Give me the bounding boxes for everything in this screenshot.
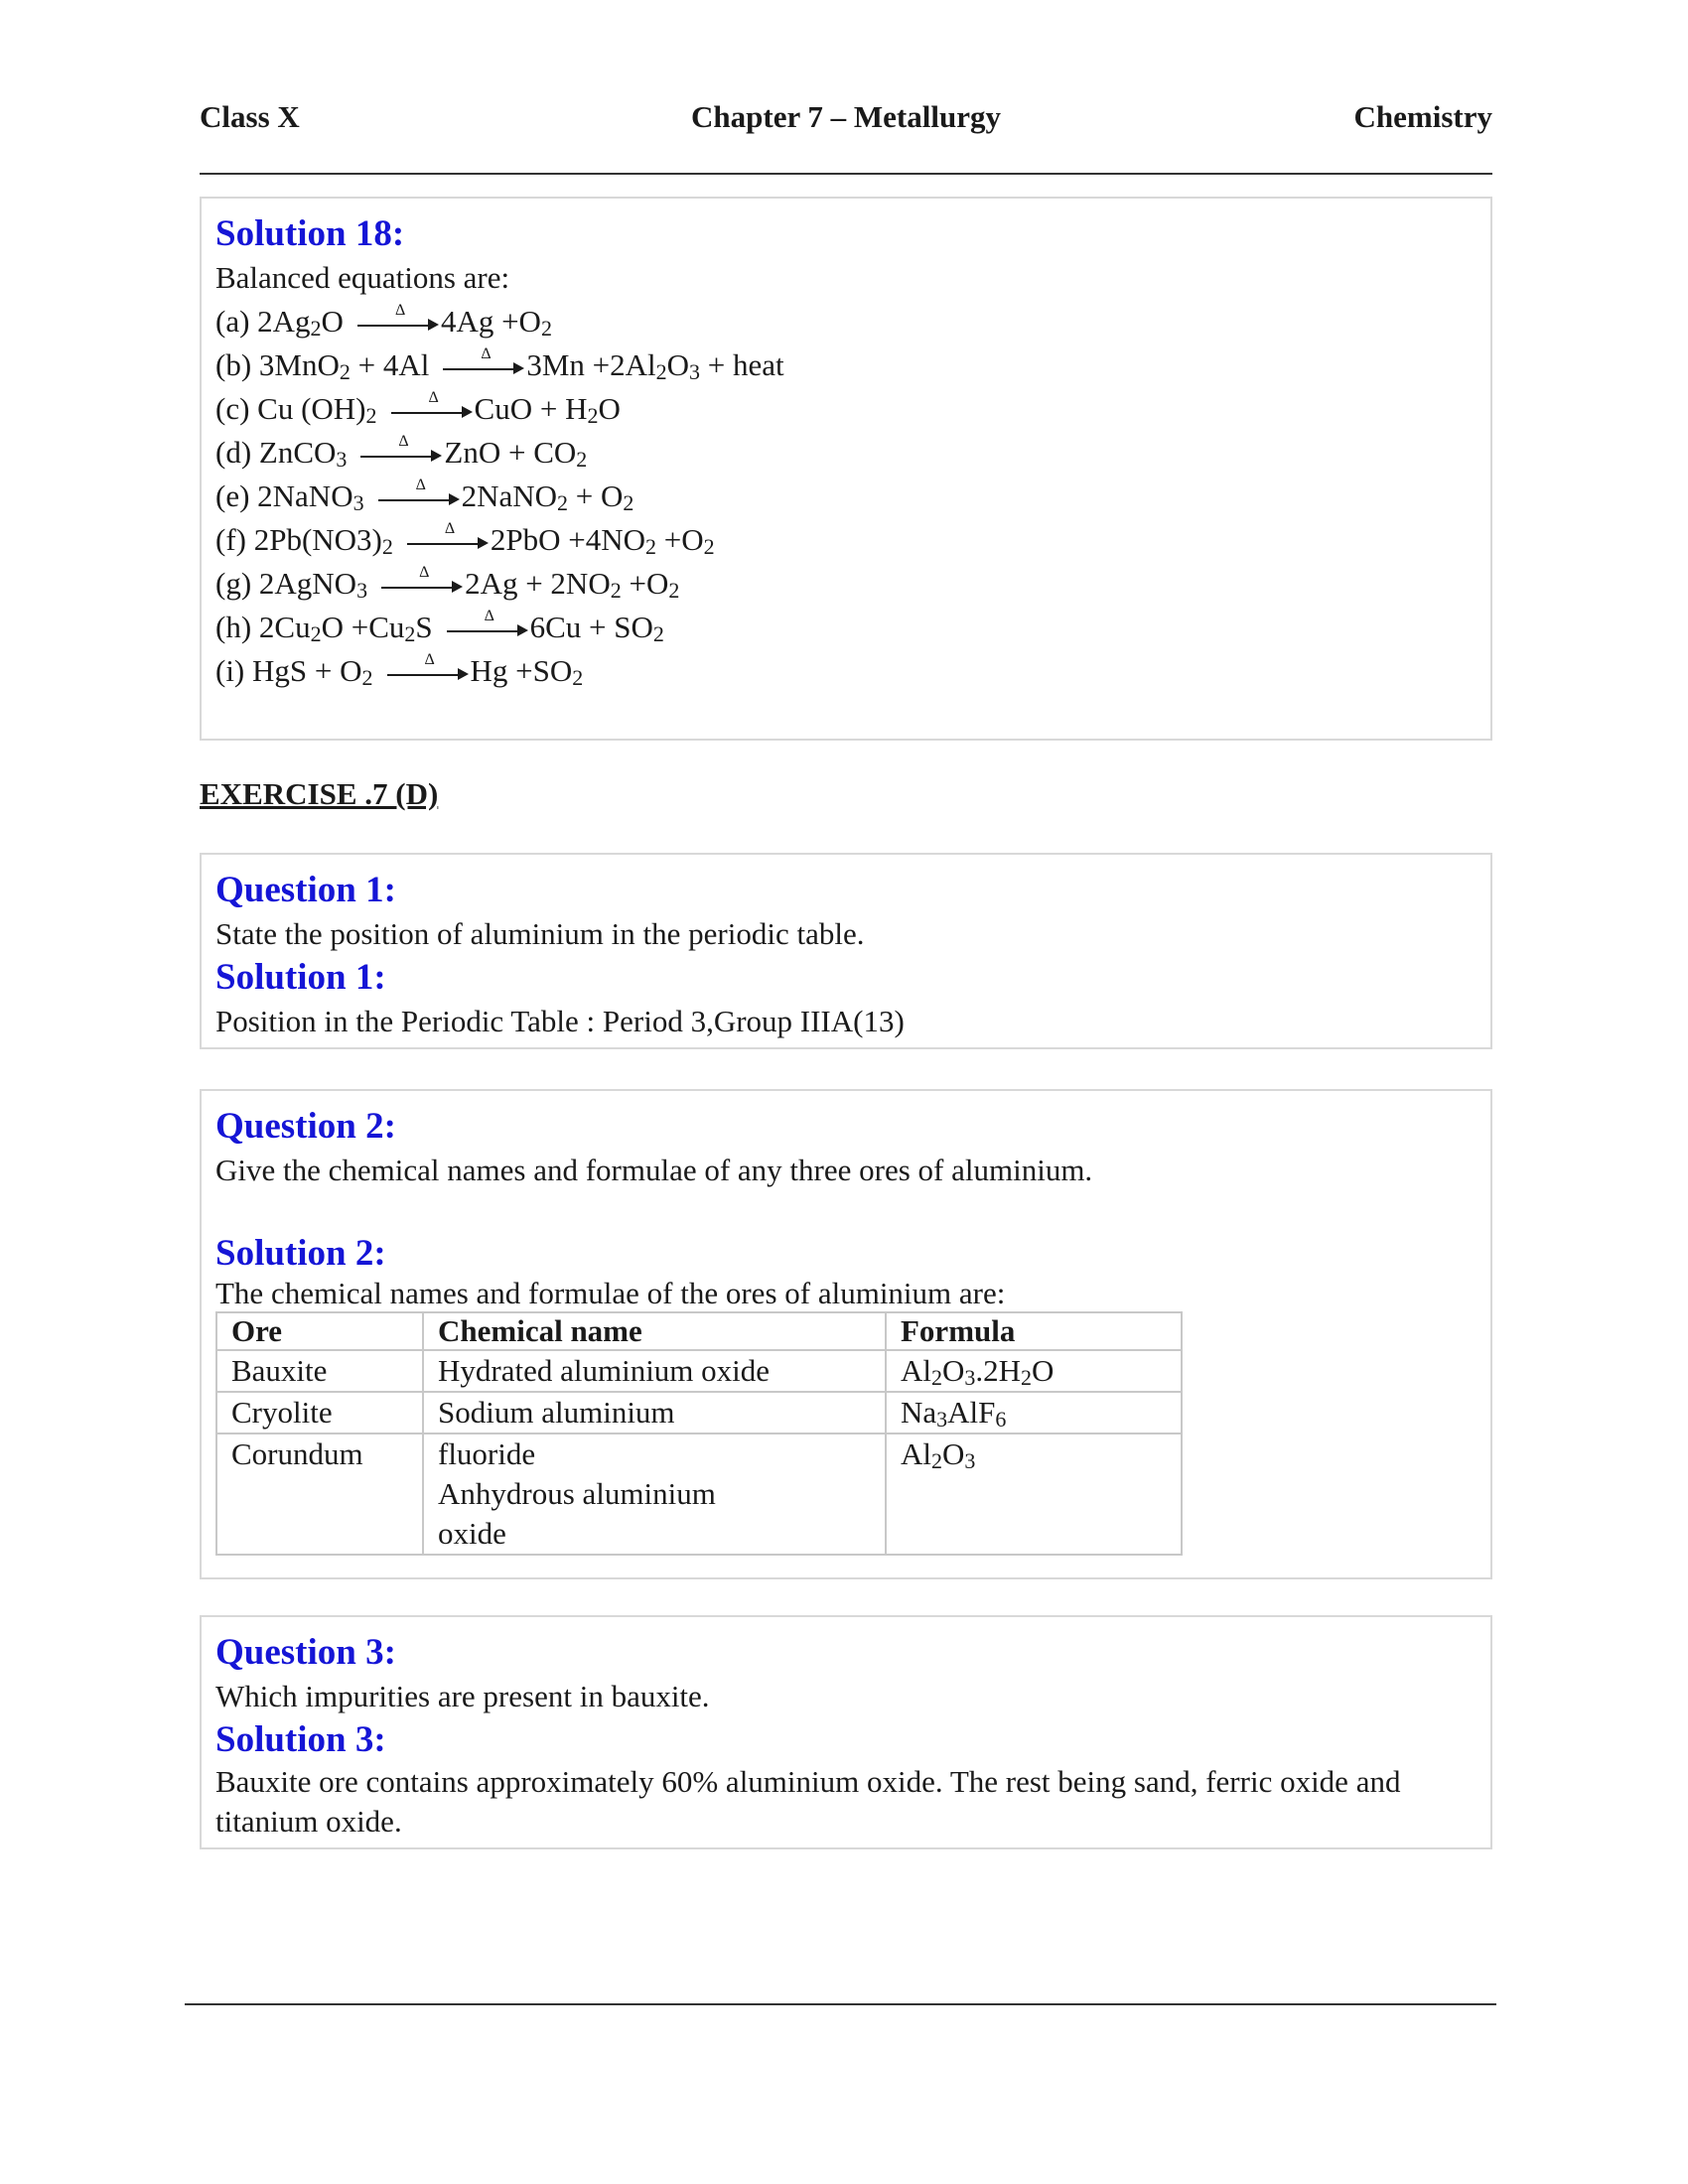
cell-line: Hydrated aluminium oxide [438, 1353, 771, 1388]
equation-reactants: (f) $2Pb(NO3)_2$ [215, 522, 393, 559]
table-row [216, 1433, 1182, 1555]
heat-arrow-icon [407, 519, 489, 553]
subscript: 2 [572, 665, 584, 690]
heat-arrow-icon [381, 563, 463, 597]
subscript: 2 [668, 578, 680, 603]
subscript: 2 [404, 621, 416, 646]
solution-18-title: Solution 18: [215, 213, 405, 254]
equation-products: ZnO + $CO_2$ [444, 435, 588, 472]
question-1-text: State the position of aluminium in the periodic table. [215, 916, 865, 951]
equation-products: 2NaNO$_2$ + $O_2$ [461, 478, 634, 515]
heat-arrow-icon [378, 476, 460, 509]
equation-reactants: (h) $2Cu_2O +Cu_2S$ [215, 610, 433, 646]
heat-arrow-icon [357, 301, 439, 335]
subscript: 3 [352, 490, 364, 515]
solution-2-title: Solution 2: [215, 1233, 386, 1274]
subscript: 2 [1021, 1365, 1033, 1390]
equation-reactants: (b) 3MnO$_2$ + 4Al [215, 347, 430, 384]
subscript: 3 [356, 578, 368, 603]
subscript: 2 [623, 490, 634, 515]
delta-symbol: Δ [394, 301, 406, 319]
subscript: 2 [587, 403, 599, 428]
solution-1-title: Solution 1: [215, 957, 386, 998]
subscript: 2 [931, 1448, 942, 1473]
solution-3-text: Bauxite ore contains approximately 60% aluminium oxide. The rest being sand, ferric oxide and titanium oxide. [215, 1764, 1401, 1839]
subscript: 3 [936, 1407, 948, 1432]
heat-arrow-icon [447, 607, 528, 640]
solution-2-text: The chemical names and formulae of the ores of aluminium are: [215, 1276, 1006, 1310]
delta-symbol: Δ [484, 607, 494, 624]
header-class: Class X [200, 99, 300, 134]
question-2-box [200, 1089, 1492, 1579]
solution-3-title: Solution 3: [215, 1719, 386, 1760]
solution-18-intro: Balanced equations are: [215, 260, 510, 295]
equation-products: CuO + $H_2O$ [474, 391, 621, 428]
heat-arrow-icon [360, 432, 442, 466]
question-2-text: Give the chemical names and formulae of any three ores of aluminium. [215, 1153, 1093, 1187]
chemical-name-cell [423, 1433, 886, 1555]
solution-1-text: Position in the Periodic Table : Period 3,Group IIIA(13) [215, 1004, 905, 1038]
question-3-box [200, 1615, 1492, 1849]
exercise-title: EXERCISE .7 (D) [200, 776, 439, 811]
question-1-box [200, 853, 1492, 1049]
delta-symbol: Δ [415, 476, 426, 493]
chemical-name-cell [423, 1392, 886, 1433]
header-rule [200, 173, 1492, 175]
equation-line [215, 387, 1477, 431]
equation-reactants: (e) 2NaNO$_3$ [215, 478, 364, 515]
question-2-title: Question 2: [215, 1106, 396, 1147]
header-subject: Chemistry [1353, 99, 1492, 134]
equation-line [215, 343, 1477, 387]
col-header-formula: Formula [886, 1312, 1182, 1350]
equation-products: $Hg +SO_2$ [470, 653, 584, 690]
formula-cell: $Al_2O_3.2H_2O$ [886, 1350, 1182, 1392]
ore-cell [216, 1392, 423, 1433]
equation-products: $2PbO +4NO_2 +O_2$ [490, 522, 715, 559]
subscript: 3 [689, 359, 701, 384]
question-3-title: Question 3: [215, 1632, 396, 1673]
formula-cell: $Al_2O_3$ [886, 1433, 1182, 1555]
subscript: 3 [964, 1365, 976, 1390]
equation-reactants: (g) 2AgNO$_3$ [215, 566, 368, 603]
subscript: 2 [931, 1365, 942, 1390]
cell-line: Bauxite [231, 1353, 328, 1388]
cell-line: Anhydrous aluminium [438, 1476, 716, 1511]
ore-cell [216, 1433, 423, 1555]
table-row [216, 1392, 1182, 1433]
subscript: 2 [361, 665, 373, 690]
ore-cell [216, 1350, 423, 1392]
formula-cell: $Na_3AlF_6$ [886, 1392, 1182, 1433]
heat-arrow-icon [391, 388, 473, 422]
equation-reactants: (a) $2Ag_2O$ [215, 304, 344, 341]
subscript: 2 [655, 359, 667, 384]
subscript: 2 [310, 621, 322, 646]
cell-line: Cryolite [231, 1395, 333, 1430]
ores-table-header-row [216, 1312, 1182, 1350]
equation-line [215, 606, 1477, 649]
equation-line [215, 475, 1477, 518]
equation-products: $4Ag +O_2$ [440, 304, 552, 341]
delta-symbol: Δ [481, 344, 492, 362]
cell-line: oxide [438, 1516, 506, 1551]
subscript: 6 [995, 1407, 1007, 1432]
subscript: 3 [336, 447, 348, 472]
equation-list [215, 300, 1477, 693]
equation-reactants: (d) ZnCO$_3$ [215, 435, 348, 472]
equation-products: $6Cu + SO_2$ [529, 610, 664, 646]
col-header-chemical-name: Chemical name [423, 1312, 886, 1350]
heat-arrow-icon [443, 344, 524, 378]
delta-symbol: Δ [428, 388, 439, 406]
equation-line [215, 300, 1477, 343]
delta-symbol: Δ [444, 519, 456, 537]
delta-symbol: Δ [419, 563, 430, 581]
cell-line: Corundum [231, 1436, 363, 1471]
equation-line [215, 649, 1477, 693]
table-row [216, 1350, 1182, 1392]
heat-arrow-icon [387, 650, 469, 684]
ores-table [215, 1311, 1183, 1556]
delta-symbol: Δ [424, 650, 435, 668]
subscript: 2 [703, 534, 715, 559]
equation-reactants: (c) Cu $(OH)_2$ [215, 391, 377, 428]
equation-reactants: (i) HgS + $O_2$ [215, 653, 373, 690]
subscript: 2 [610, 578, 622, 603]
equation-line [215, 562, 1477, 606]
subscript: 2 [652, 621, 664, 646]
subscript: 2 [365, 403, 377, 428]
header-chapter: Chapter 7 – Metallurgy [691, 99, 1001, 134]
solution-18-box [200, 197, 1492, 741]
subscript: 2 [339, 359, 351, 384]
page-header [200, 99, 1492, 139]
subscript: 2 [576, 447, 588, 472]
question-3-text: Which impurities are present in bauxite. [215, 1679, 710, 1713]
cell-line: fluoride [438, 1436, 536, 1471]
equation-products: $3Mn +2Al_2O_3$ + heat [526, 347, 784, 384]
subscript: 2 [557, 490, 568, 515]
footer-rule [185, 2003, 1496, 2005]
subscript: 2 [540, 316, 552, 341]
equation-products: $2Ag + 2NO_2 +O_2$ [465, 566, 680, 603]
subscript: 3 [964, 1448, 976, 1473]
delta-symbol: Δ [398, 432, 409, 450]
cell-line: Sodium aluminium [438, 1395, 675, 1430]
equation-line [215, 518, 1477, 562]
chemical-name-cell [423, 1350, 886, 1392]
equation-line [215, 431, 1477, 475]
question-1-title: Question 1: [215, 870, 396, 910]
col-header-ore: Ore [216, 1312, 423, 1350]
subscript: 2 [645, 534, 657, 559]
subscript: 2 [310, 316, 322, 341]
subscript: 2 [381, 534, 393, 559]
